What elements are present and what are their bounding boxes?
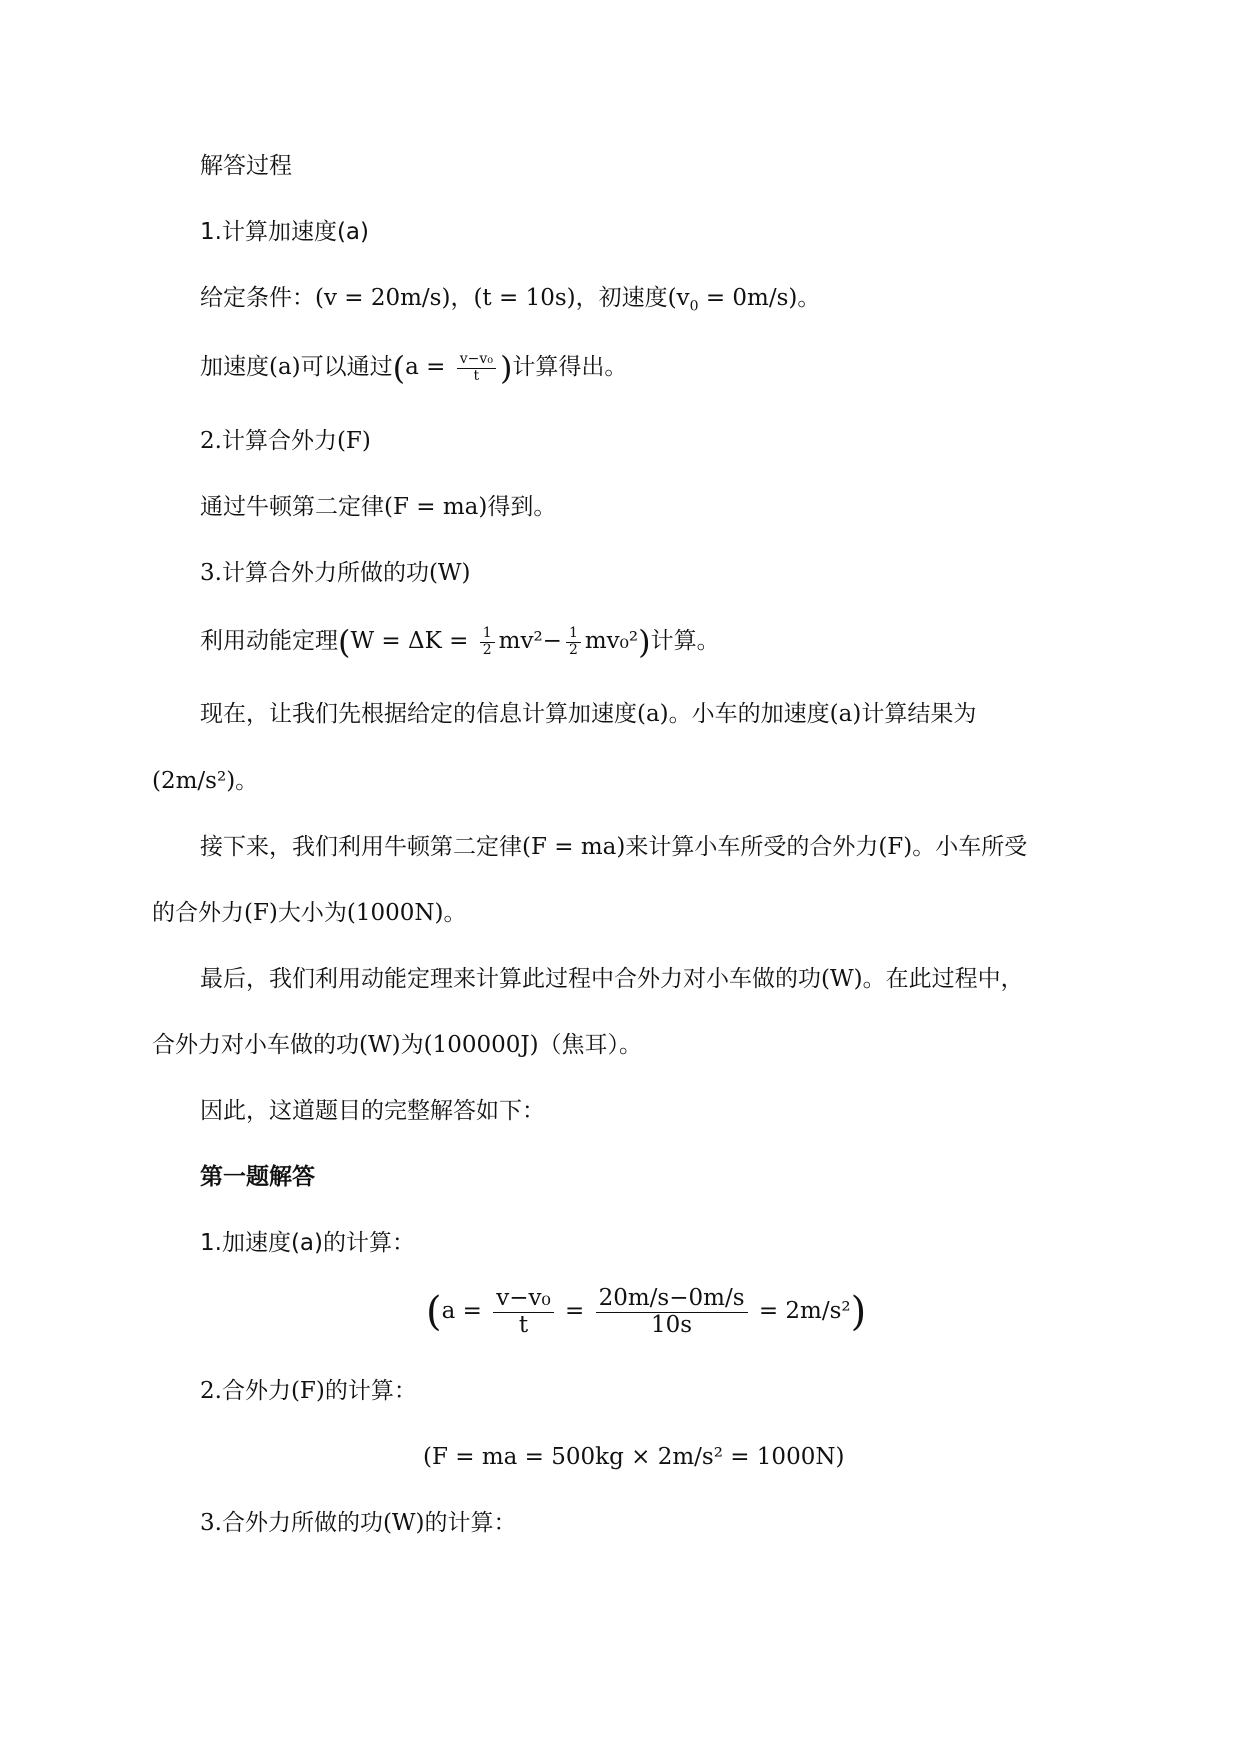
answer-1-title: 1.加速度(a)的计算： — [200, 1230, 415, 1256]
work-formula-line: 利用动能定理(W = ΔK = $\frac{1}{2}$ mv²− $\frac{1}{2}$ mv₀²)计算。 — [200, 623, 720, 661]
paragraph-1-line-1: 现在，让我们先根据给定的信息计算加速度(a)。小车的加速度(a)计算结果为 — [200, 701, 977, 727]
newton-law-line: 通过牛顿第二定律(F = ma)得到。 — [200, 494, 557, 520]
paragraph-1-line-2: (2m/s²)。 — [152, 768, 259, 794]
equation-1-fraction-2: $\frac{20m/s-0m/s}{10s}$ — [596, 1286, 748, 1338]
equation-2: (F = ma = 500kg × 2m/s² = 1000N) — [423, 1444, 845, 1470]
section-2-title: 2.计算合外力(F) — [200, 428, 371, 454]
answer-2-title: 2.合外力(F)的计算： — [200, 1378, 417, 1404]
given-conditions: 给定条件：(v = 20m/s)，(t = 10s)，初速度$(v_0 = 0m/s)$。 — [200, 285, 821, 315]
acceleration-fraction: $\frac{\text{v−v₀}}{t}$ — [457, 352, 496, 384]
equation-1: (a = $\frac{\text{v−v₀}}{t}$ = $\frac{20m/s-0m/s}{10s}$ = 2m/s²) — [426, 1285, 867, 1338]
section-1-title: 1.计算加速度(a) — [200, 219, 369, 245]
paragraph-2-line-2: 的合外力(F)大小为(1000N)。 — [152, 900, 467, 926]
answer-3-title: 3.合外力所做的功(W)的计算： — [200, 1510, 517, 1536]
answer-heading: 第一题解答 — [200, 1164, 315, 1190]
paragraph-3-line-1: 最后，我们利用动能定理来计算此过程中合外力对小车做的功(W)。在此过程中， — [200, 966, 1024, 992]
paragraph-2-line-1: 接下来，我们利用牛顿第二定律(F = ma)来计算小车所受的合外力(F)。小车所受 — [200, 834, 1028, 860]
acceleration-formula-line: 加速度(a)可以通过(a = $\frac{\text{v−v₀}}{t}$ )计算得出。 — [200, 349, 628, 387]
equation-1-fraction-1: $\frac{\text{v−v₀}}{t}$ — [493, 1286, 553, 1338]
section-3-title: 3.计算合外力所做的功(W) — [200, 560, 471, 586]
paragraph-4: 因此，这道题目的完整解答如下： — [200, 1098, 545, 1124]
paragraph-3-line-2: 合外力对小车做的功(W)为(100000J)（焦耳）。 — [152, 1032, 643, 1058]
heading-solution-process: 解答过程 — [200, 153, 292, 179]
